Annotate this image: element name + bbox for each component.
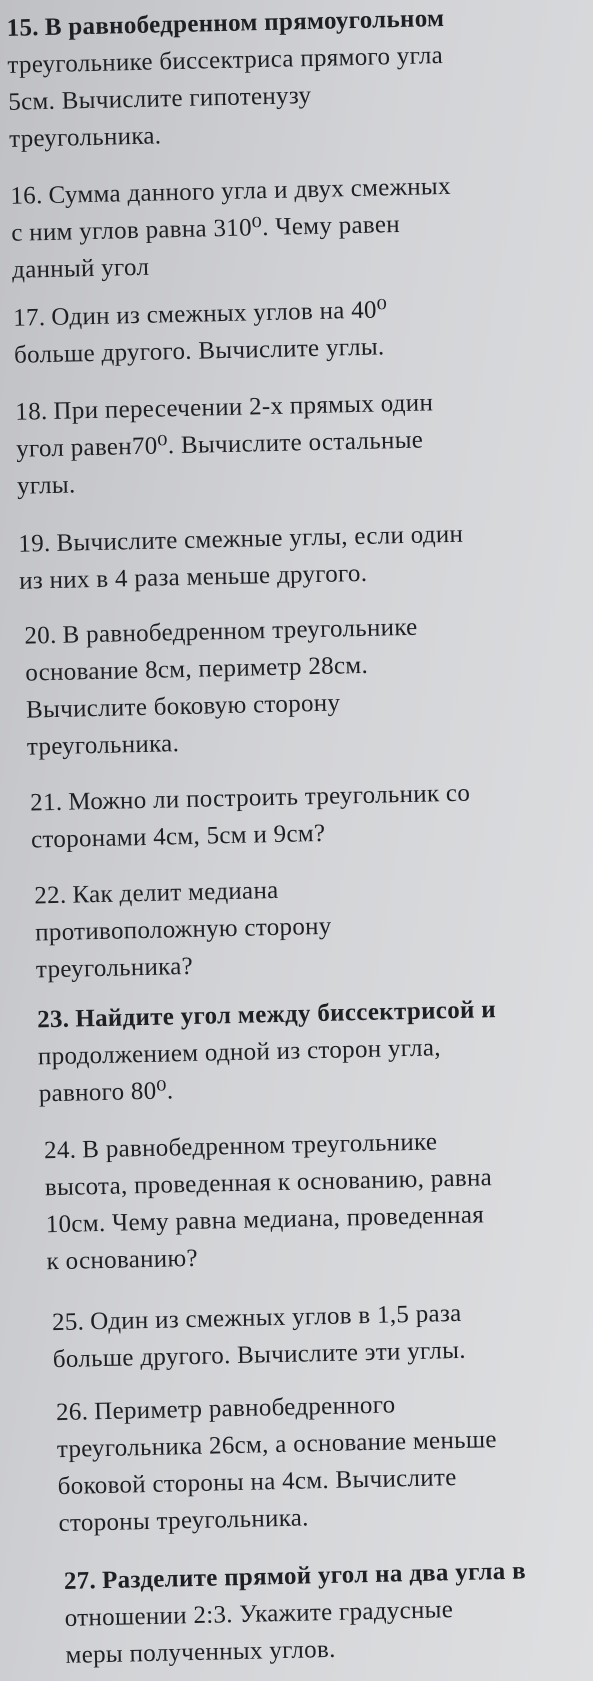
problem-line: больше другого. Вычислите эти углы. (52, 1336, 467, 1374)
problem-number: 27. (63, 1567, 97, 1595)
problem-text: При пересечении 2-х прямых один (53, 389, 434, 425)
problem-17 (13, 287, 575, 374)
problem-line: высота, проведенная к основанию, равна (44, 1164, 493, 1202)
problem-23 (37, 989, 593, 1113)
problem-line: 5см. Вычислите гипотенузу (8, 81, 312, 116)
problem-16 (10, 165, 572, 289)
problem-text: Вычислите смежные углы, если один (56, 520, 464, 557)
problem-text: Можно ли построить треугольник со (68, 779, 471, 816)
problem-number: 23. (36, 1005, 70, 1034)
problem-line: равного 80⁰. (38, 1077, 174, 1108)
problem-line: данный угол (11, 253, 150, 284)
problem-27 (63, 1550, 593, 1674)
problem-text: В равнобедренном треугольнике (81, 1128, 438, 1164)
problem-number: 21. (29, 788, 63, 817)
problem-18 (15, 381, 577, 505)
problem-line: с ним углов равна 310⁰. Чему равен (10, 210, 401, 247)
problem-line: из них в 4 раза меньше другого. (18, 559, 368, 595)
problem-number: 20. (24, 621, 57, 650)
problem-line: к основанию? (46, 1244, 199, 1276)
problem-text: Периметр равнобедренного (93, 1391, 396, 1426)
problem-line: треугольника? (35, 952, 194, 984)
problem-text: В равнобедренном прямоугольном (44, 4, 445, 41)
problem-number: 15. (6, 14, 40, 42)
problem-line: треугольнике биссектриса прямого угла (7, 41, 444, 79)
problem-line: треугольника. (8, 122, 162, 153)
problem-text: В равнобедренном треугольнике (62, 613, 418, 649)
problem-line: 10см. Чему равна медиана, проведенная (45, 1201, 485, 1239)
problem-number: 22. (34, 881, 67, 910)
problem-number: 25. (51, 1308, 85, 1337)
problem-26 (56, 1381, 593, 1542)
problem-line: продолжением одной из сторон угла, (37, 1034, 442, 1071)
problem-line: стороны треугольника. (58, 1504, 309, 1538)
problem-line: меры полученных углов. (65, 1635, 336, 1669)
problem-line: противоположную сторону (34, 912, 332, 947)
problem-line: Вычислите боковую сторону (25, 689, 341, 724)
problem-line: углы. (16, 471, 76, 500)
problem-number: 19. (18, 529, 51, 558)
problem-line: основание 8см, периметр 28см. (24, 651, 369, 687)
problem-text: Найдите угол между биссектрисой и (74, 996, 497, 1033)
problem-text: Разделите прямой угол на два угла в (101, 1557, 527, 1595)
problem-number: 16. (10, 182, 43, 210)
problem-line: сторонами 4см, 5см и 9см? (30, 819, 326, 854)
problem-line: треугольника 26см, а основание меньше (56, 1426, 498, 1464)
problem-number: 18. (15, 398, 48, 426)
problem-20 (24, 605, 587, 766)
problem-text: Как делит медиана (72, 876, 279, 909)
problem-22 (34, 865, 593, 989)
problem-line: боковой стороны на 4см. Вычислите (57, 1464, 457, 1501)
problem-number: 24. (43, 1136, 77, 1165)
problem-line: треугольника. (26, 730, 180, 761)
problem-19 (18, 513, 580, 600)
problem-21 (30, 772, 592, 859)
problem-line: угол равен70⁰. Вычислите остальные (15, 426, 424, 463)
problem-text: Сумма данного угла и двух смежных (48, 172, 452, 209)
problem-text: Один из смежных углов в 1,5 раза (89, 1299, 462, 1336)
problem-25 (52, 1291, 593, 1378)
problem-15 (6, 0, 569, 158)
problem-number: 26. (55, 1398, 89, 1427)
problem-line: отношении 2:3. Укажите градусные (64, 1596, 454, 1632)
problem-text: Один из смежных углов на 40⁰ (51, 296, 388, 331)
problem-number: 17. (12, 304, 46, 332)
problem-line: больше другого. Вычислите углы. (13, 333, 385, 369)
problem-24 (44, 1120, 593, 1281)
